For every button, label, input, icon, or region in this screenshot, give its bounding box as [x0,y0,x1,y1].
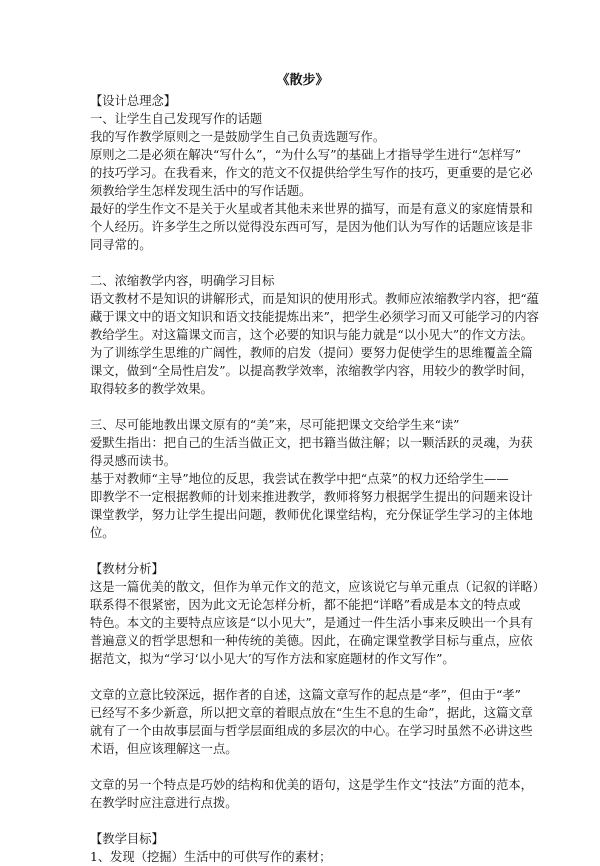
paragraph-line: 在教学时应注意进行点拨。 [90,796,238,810]
paragraph-line: 爱默生指出：把自己的生活当做正文，把书籍当做注解；以一颗活跃的灵魂，为获 [90,436,533,450]
paragraph-line: 取得较多的教学效果。 [90,382,213,396]
analysis-header: 【教材分析】 [90,562,164,576]
paragraph-line: 文章的立意比较深远，据作者的自述，这篇文章写作的起点是“孝”，但由于“孝” [90,688,521,702]
paragraph-line: 普遍意义的哲学思想和一种传统的美德。因此，在确定课堂教学目标与重点，应依 [90,634,533,648]
paragraph-line: 得灵感而读书。 [90,454,177,468]
paragraph-line: 课文，做到“全局性启发”。以提高教学效率，浓缩教学内容，用较少的教学时间， [90,364,533,378]
paragraph-line: 原则之二是必须在解决“写什么”，“为什么写”的基础上才指导学生进行“怎样写” [90,148,522,162]
goal-item: 1、发现（挖掘）生活中的可供写作的素材； [90,850,332,864]
document-title: 《散步》 [276,73,329,88]
paragraph-line: 据范文，拟为“学习‘以小见大’的写作方法和家庭题材的作文写作”。 [90,652,455,666]
paragraph-line: 术语，但应该理解这一点。 [90,742,238,756]
paragraph-line: 藏于课文中的语文知识和语文技能提炼出来”，把学生必须学习而又可能学习的内容 [90,310,539,324]
paragraph-line: 须教给学生怎样发现生活中的写作话题。 [90,184,312,198]
section-2-heading: 二、浓缩教学内容，明确学习目标 [90,274,275,288]
paragraph-line: 个人经历。许多学生之所以觉得没东西可写，是因为他们认为写作的话题应该是非 [90,220,533,234]
blank-line [90,758,515,776]
paragraph-line: 我的写作教学原则之一是鼓励学生自己负责选题写作。 [90,130,386,144]
paragraph-line: 教给学生。对这篇课文而言，这个必要的知识与能力就是“以小见大”的作文方法。 [90,328,533,342]
section-3-heading: 三、尽可能地教出课文原有的“美”来，尽可能把课文交给学生来“读” [90,418,460,432]
paragraph-line: 位。 [90,526,115,540]
blank-line [90,398,515,416]
paragraph-line: 联系得不很紧密，因为此文无论怎样分析，都不能把“详略”看成是本文的特点或 [90,598,521,612]
paragraph-line: 最好的学生作文不是关于火星或者其他未来世界的描写，而是有意义的家庭情景和 [90,202,533,216]
paragraph-line: 这是一篇优美的散文，但作为单元作文的范文，应该说它与单元重点（记叙的详略） [90,580,545,594]
paragraph-line: 的技巧学习。在我看来，作文的范文不仅提供给学生写作的技巧，更重要的是它必 [90,166,533,180]
paragraph-line: 为了训练学生思维的广阔性，教师的启发（提问）要努力促使学生的思维覆盖全篇 [90,346,533,360]
paragraph-line: 即教学不一定根据教师的计划来推进教学，教师将努力根据学生提出的问题来设计 [90,490,533,504]
paragraph-line: 文章的另一个特点是巧妙的结构和优美的语句，这是学生作文“技法”方面的范本， [90,778,533,792]
paragraph-line: 同寻常的。 [90,238,152,252]
blank-line [90,542,515,560]
paragraph-line: 已经写不多少新意，所以把文章的着眼点放在“生生不息的生命”，据此，这篇文章 [90,706,533,720]
goals-header: 【教学目标】 [90,832,164,846]
section-1-heading: 一、让学生自己发现写作的话题 [90,112,263,126]
blank-line [90,254,515,272]
paragraph-line: 特色。本文的主要特点应该是“以小见大”，是通过一件生活小事来反映出一个具有 [90,616,533,630]
document-page [90,72,545,866]
blank-line [90,668,515,686]
paragraph-line: 基于对教师“主导”地位的反思，我尝试在教学中把“点菜”的权力还给学生—— [90,472,509,486]
paragraph-line: 就有了一个由故事层面与哲学层面组成的多层次的中心。在学习时虽然不必讲这些 [90,724,533,738]
blank-line [90,812,515,830]
paragraph-line: 语文教材不是知识的讲解形式，而是知识的使用形式。教师应浓缩教学内容，把“蕴 [90,292,539,306]
design-header: 【设计总理念】 [90,94,177,108]
paragraph-line: 课堂教学，努力让学生提出问题，教师优化课堂结构，充分保证学生学习的主体地 [90,508,533,522]
